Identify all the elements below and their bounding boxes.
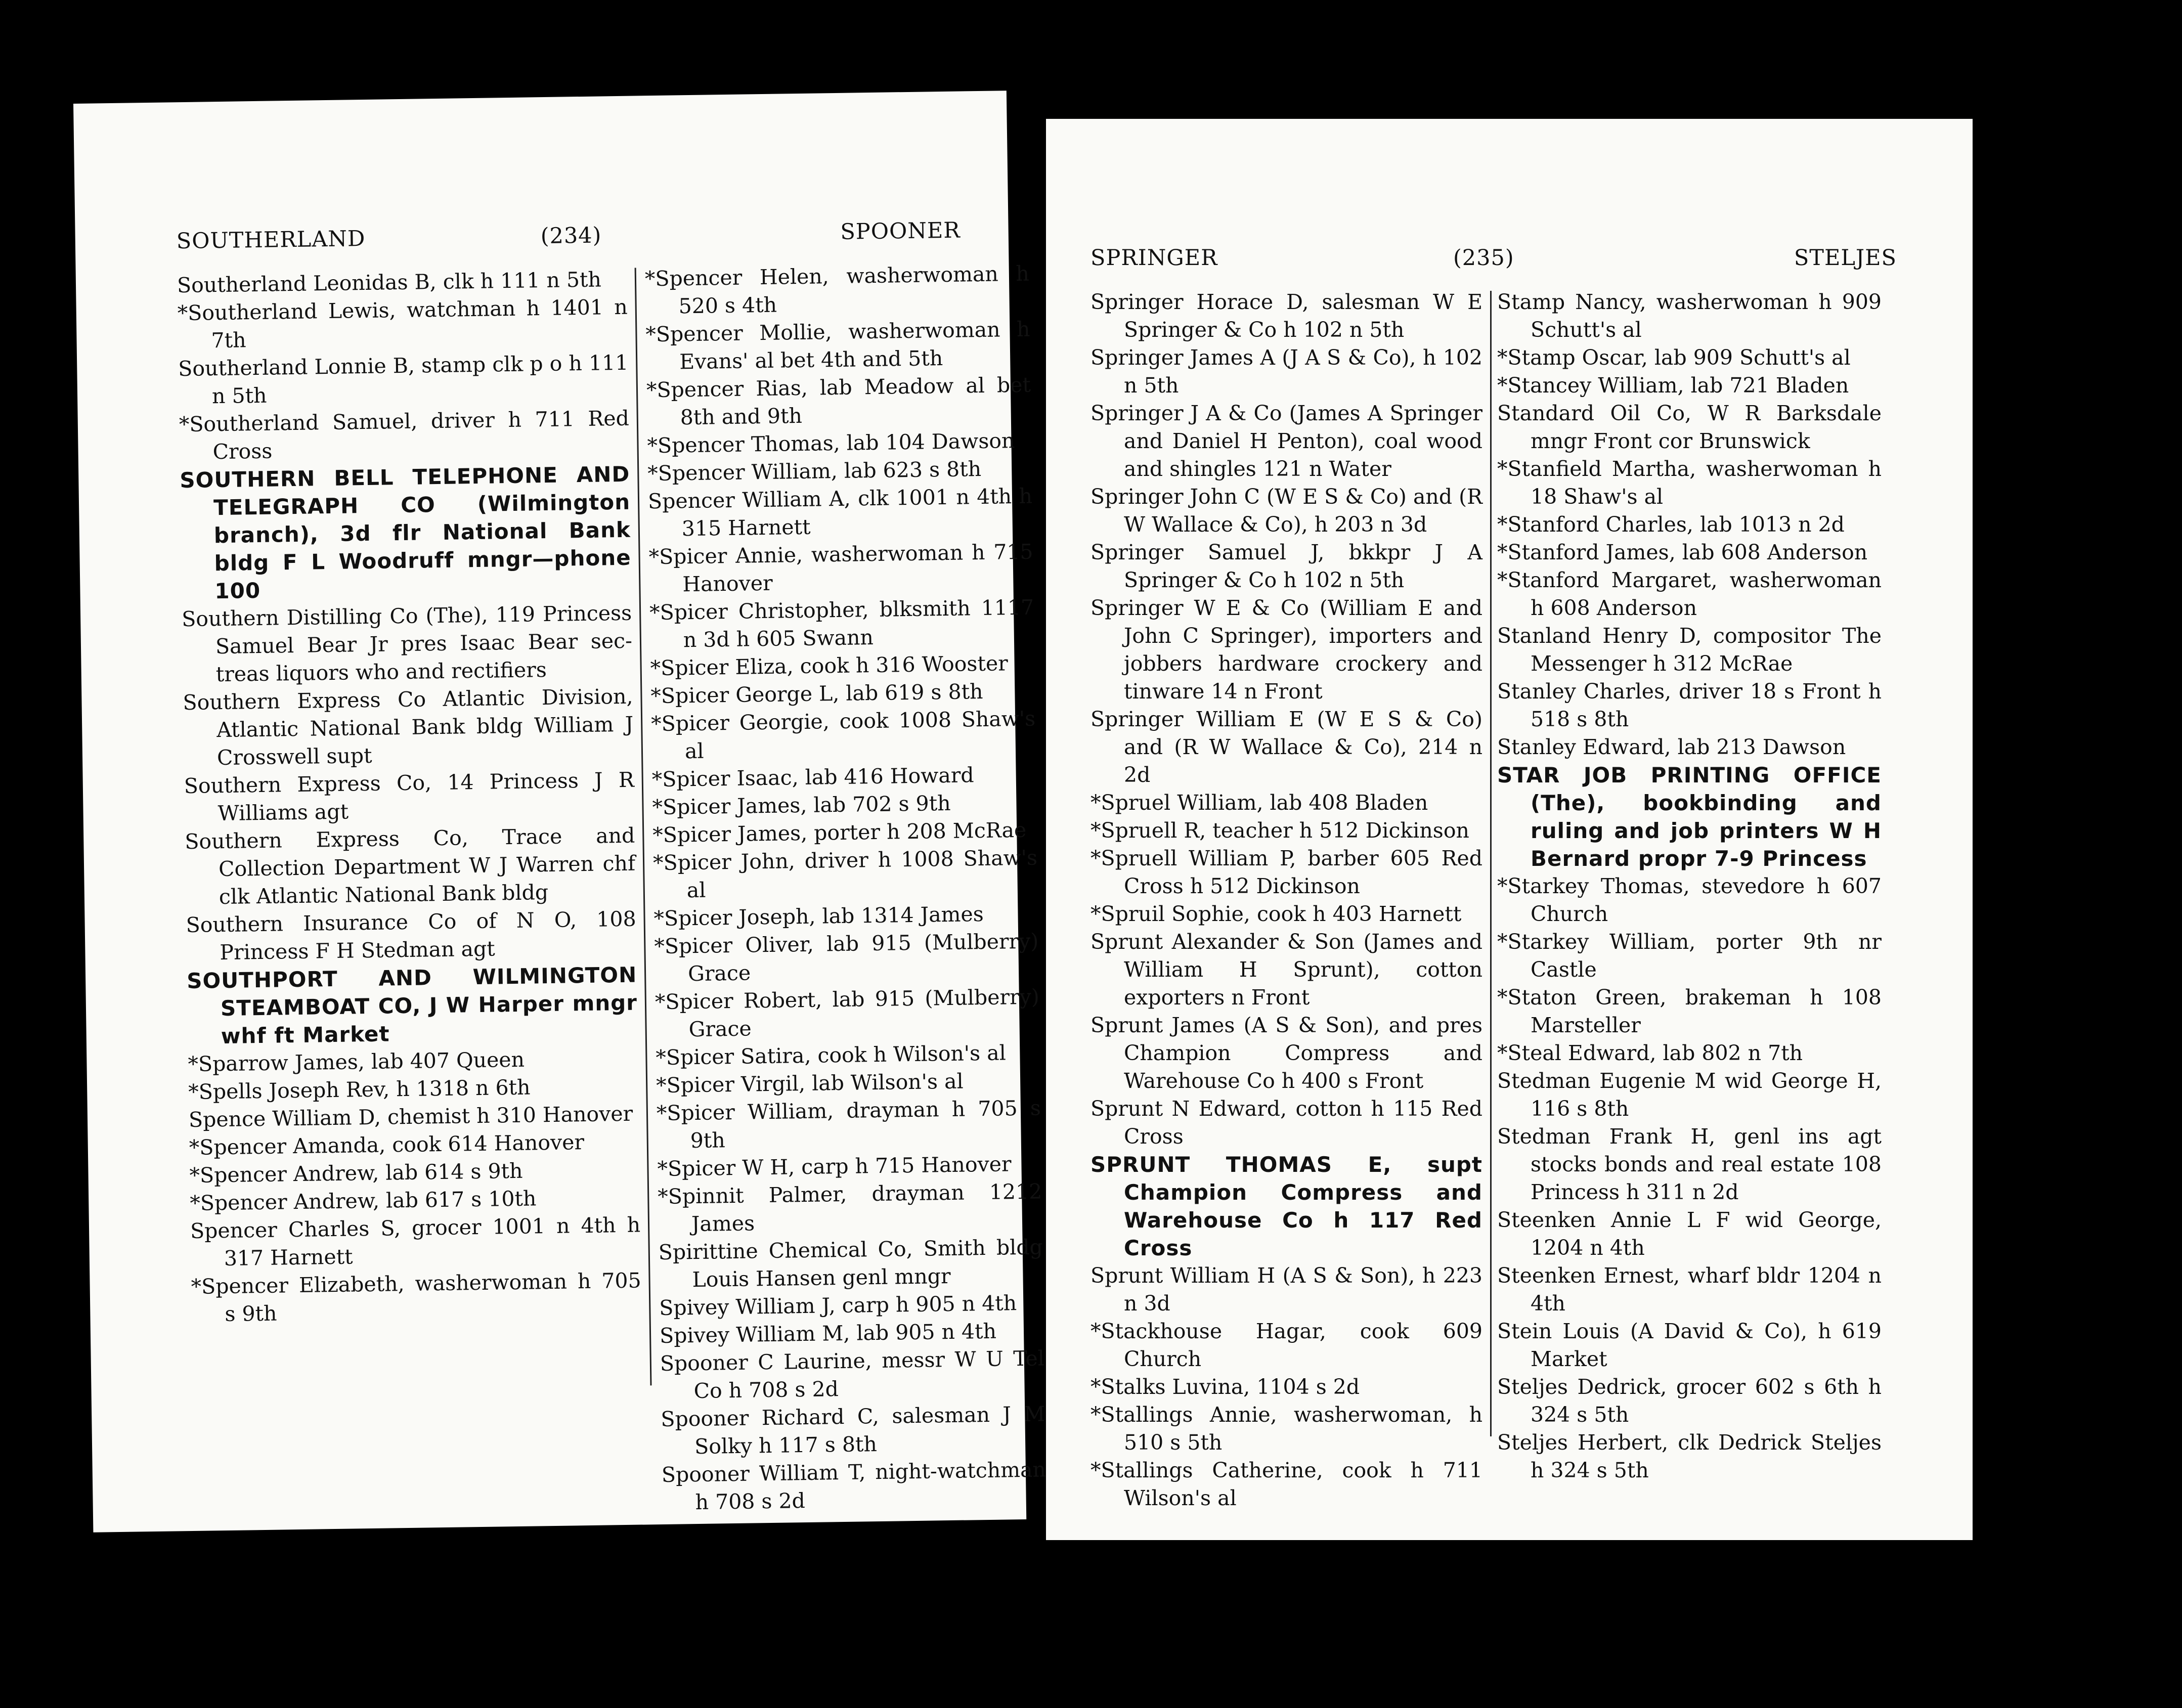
- directory-entry: *Stanford Charles, lab 1013 n 2d: [1497, 512, 1845, 537]
- directory-entry: Spence William D, chemist h 310 Hanover: [188, 1101, 633, 1132]
- header-left-word: SOUTHERLAND: [176, 226, 366, 254]
- directory-entry: Stedman Eugenie M wid George H, 116 s 8th: [1497, 1069, 1882, 1121]
- directory-entry: *Spicer Georgie, cook 1008 Shaw's al: [650, 706, 1036, 764]
- directory-column-1: [177, 266, 642, 1329]
- directory-column-1: [1090, 288, 1482, 1512]
- left-page: [73, 91, 1046, 1532]
- directory-entry: *Stanford Margaret, washerwoman h 608 Anderson: [1497, 568, 1882, 620]
- directory-entry: Spivey William M, lab 905 n 4th: [659, 1319, 997, 1348]
- directory-entry: Spooner C Laurine, messr W U Tel Co h 708 s 2d: [660, 1346, 1045, 1404]
- directory-entry: Stanland Henry D, compositor The Messenger h 312 McRae: [1497, 624, 1882, 676]
- directory-entry: STAR JOB PRINTING OFFICE (The), bookbinding and ruling and job printers W H Bernard propr 7-9 Princess: [1497, 763, 1882, 871]
- directory-entry: Sprunt Alexander & Son (James and William H Sprunt), cotton exporters n Front: [1090, 930, 1482, 1010]
- directory-entry: *Spinnit Palmer, drayman 1212 James: [657, 1179, 1042, 1237]
- directory-entry: *Spicer Eliza, cook h 316 Wooster: [650, 651, 1009, 681]
- directory-entry: Stanley Charles, driver 18 s Front h 518 s 8th: [1497, 679, 1882, 731]
- directory-entry: *Steal Edward, lab 802 n 7th: [1497, 1041, 1803, 1065]
- directory-entry: *Spencer Helen, washerwoman h 520 s 4th: [644, 261, 1030, 319]
- directory-entry: *Spruil Sophie, cook h 403 Harnett: [1090, 902, 1462, 926]
- directory-entry: Southerland Lonnie B, stamp clk p o h 111 n 5th: [178, 350, 629, 409]
- directory-entry: Steenken Ernest, wharf bldr 1204 n 4th: [1497, 1263, 1882, 1316]
- directory-entry: *Southerland Lewis, watchman h 1401 n 7th: [177, 294, 628, 353]
- directory-entry: *Spencer Elizabeth, washerwoman h 705 s 9th: [191, 1268, 641, 1327]
- directory-entry: Springer John C (W E S & Co) and (R W Wallace & Co), h 203 n 3d: [1090, 485, 1482, 537]
- directory-entry: *Stackhouse Hagar, cook 609 Church: [1090, 1319, 1482, 1371]
- directory-entry: Springer J A & Co (James A Springer and Daniel H Penton), coal wood and shingles 121 n Water: [1090, 401, 1482, 481]
- directory-column-2: [1497, 288, 1882, 1484]
- directory-entry: *Spencer Amanda, cook 614 Hanover: [189, 1130, 585, 1160]
- directory-entry: *Spicer Virgil, lab Wilson's al: [656, 1069, 964, 1098]
- directory-entry: Springer Horace D, salesman W E Springer & Co h 102 n 5th: [1090, 290, 1482, 342]
- directory-entry: Springer James A (J A S & Co), h 102 n 5th: [1090, 345, 1482, 398]
- header-right-word: STELJES: [1794, 245, 1897, 271]
- directory-entry: Stein Louis (A David & Co), h 619 Market: [1497, 1319, 1882, 1371]
- directory-entry: *Stallings Catherine, cook h 711 Wilson's al: [1090, 1458, 1482, 1510]
- directory-entry: Stanley Edward, lab 213 Dawson: [1497, 735, 1846, 759]
- directory-entry: *Stalks Luvina, 1104 s 2d: [1090, 1375, 1360, 1399]
- directory-entry: Sprunt William H (A S & Son), h 223 n 3d: [1090, 1263, 1482, 1316]
- directory-entry: *Sparrow James, lab 407 Queen: [188, 1047, 525, 1077]
- directory-entry: *Stamp Oscar, lab 909 Schutt's al: [1497, 345, 1851, 370]
- directory-entry: Spivey William J, carp h 905 n 4th: [659, 1291, 1017, 1321]
- directory-entry: Sprunt N Edward, cotton h 115 Red Cross: [1090, 1097, 1482, 1149]
- directory-entry: *Spicer Isaac, lab 416 Howard: [651, 763, 974, 792]
- directory-entry: Stedman Frank H, genl ins agt stocks bonds and real estate 108 Princess h 311 n 2d: [1497, 1124, 1882, 1204]
- directory-entry: *Spicer W H, carp h 715 Hanover: [657, 1152, 1012, 1181]
- directory-entry: Standard Oil Co, W R Barksdale mngr Front cor Brunswick: [1497, 401, 1882, 453]
- directory-entry: *Stallings Annie, washerwoman, h 510 s 5th: [1090, 1403, 1482, 1455]
- running-head: [75, 217, 1009, 260]
- running-head: [1046, 245, 1973, 276]
- directory-entry: *Spicer Robert, lab 915 (Mulberry) Grace: [654, 984, 1040, 1042]
- directory-entry: SOUTHERN BELL TELEPHONE AND TELEGRAPH CO (Wilmington branch), 3d flr National Bank bldg F L Woodruff mngr—phone 100: [180, 461, 631, 604]
- directory-entry: Springer William E (W E S & Co) and (R W Wallace & Co), 214 n 2d: [1090, 707, 1482, 787]
- directory-entry: *Spruell William P, barber 605 Red Cross h 512 Dickinson: [1090, 846, 1482, 898]
- page-number: (235): [1453, 245, 1514, 271]
- directory-entry: *Stancey William, lab 721 Bladen: [1497, 373, 1849, 398]
- directory-entry: *Spicer James, lab 702 s 9th: [652, 791, 951, 820]
- directory-entry: *Southerland Samuel, driver h 711 Red Cross: [179, 406, 630, 464]
- directory-entry: Sprunt James (A S & Son), and pres Champion Compress and Warehouse Co h 400 s Front: [1090, 1013, 1482, 1093]
- directory-entry: Southern Distilling Co (The), 119 Princess Samuel Bear Jr pres Isaac Bear sec-treas liquors who and rectifiers: [181, 600, 633, 687]
- directory-entry: *Starkey William, porter 9th nr Castle: [1497, 930, 1882, 982]
- directory-entry: *Spicer Annie, washerwoman h 715 Hanover: [648, 539, 1033, 597]
- directory-entry: Southern Express Co Atlantic Division, Atlantic National Bank bldg William J Crosswell supt: [183, 684, 634, 770]
- directory-entry: *Spicer Oliver, lab 915 (Mulberry) Grace: [654, 929, 1039, 986]
- directory-entry: *Spicer Christopher, blksmith 1117 n 3d h 605 Swann: [649, 595, 1034, 652]
- directory-entry: Southern Express Co, 14 Princess J R Williams agt: [184, 767, 635, 826]
- directory-entry: *Spencer Andrew, lab 617 s 10th: [190, 1186, 537, 1215]
- directory-entry: *Spencer Mollie, washerwoman h Evans' al bet 4th and 5th: [645, 317, 1030, 374]
- directory-entry: *Spicer James, porter h 208 McRae: [652, 817, 1027, 848]
- directory-entry: Spooner Richard C, salesman J M Solky h 117 s 8th: [661, 1402, 1045, 1459]
- directory-entry: *Spencer Thomas, lab 104 Dawson: [647, 428, 1015, 458]
- directory-entry: *Stanfield Martha, washerwoman h 18 Shaw's al: [1497, 457, 1882, 509]
- header-left-word: SPRINGER: [1090, 245, 1218, 271]
- directory-entry: SPRUNT THOMAS E, supt Champion Compress and Warehouse Co h 117 Red Cross: [1090, 1152, 1482, 1260]
- right-page: [1046, 119, 1973, 1540]
- directory-entry: Steljes Dedrick, grocer 602 s 6th h 324 s 5th: [1497, 1375, 1882, 1427]
- directory-entry: Southerland Leonidas B, clk h 111 n 5th: [177, 267, 602, 298]
- directory-column-2: [645, 260, 1046, 1517]
- directory-entry: Steljes Herbert, clk Dedrick Steljes h 324 s 5th: [1497, 1430, 1882, 1482]
- directory-entry: *Spencer Andrew, lab 614 s 9th: [189, 1158, 523, 1188]
- directory-entry: *Stanford James, lab 608 Anderson: [1497, 540, 1868, 564]
- directory-entry: *Starkey Thomas, stevedore h 607 Church: [1497, 874, 1882, 926]
- directory-entry: Spirittine Chemical Co, Smith bldg Louis Hansen genl mngr: [658, 1235, 1043, 1292]
- directory-entry: Steenken Annie L F wid George, 1204 n 4th: [1497, 1208, 1882, 1260]
- directory-entry: *Spicer John, driver h 1008 Shaw's al: [652, 845, 1038, 903]
- directory-entry: Springer W E & Co (William E and John C Springer), importers and jobbers hardware crockery and tinware 14 n Front: [1090, 596, 1482, 704]
- directory-entry: *Spicer William, drayman h 705 s 9th: [656, 1096, 1041, 1153]
- directory-entry: *Spruell R, teacher h 512 Dickinson: [1090, 818, 1469, 843]
- directory-entry: Springer Samuel J, bkkpr J A Springer & Co h 102 n 5th: [1090, 540, 1482, 592]
- directory-entry: Southern Express Co, Trace and Collection Department W J Warren chf clk Atlantic National Bank bldg: [185, 823, 636, 909]
- directory-entry: *Spicer George L, lab 619 s 8th: [650, 679, 983, 709]
- directory-entry: *Spells Joseph Rev, h 1318 n 6th: [188, 1075, 531, 1105]
- page-number: (234): [540, 223, 602, 249]
- directory-entry: Stamp Nancy, washerwoman h 909 Schutt's al: [1497, 290, 1882, 342]
- directory-entry: Spooner William T, night-watchman h 708 s 2d: [661, 1457, 1046, 1515]
- directory-entry: SOUTHPORT AND WILMINGTON STEAMBOAT CO, J W Harper mngr whf ft Market: [186, 962, 638, 1049]
- directory-entry: Spencer William A, clk 1001 n 4th h 315 Harnett: [647, 484, 1033, 541]
- directory-entry: *Spencer Rias, lab Meadow al bet 8th and 9th: [646, 372, 1031, 430]
- directory-entry: Spencer Charles S, grocer 1001 n 4th h 317 Harnett: [190, 1212, 641, 1271]
- column-divider: [1490, 291, 1492, 1436]
- header-right-word: SPOONER: [840, 217, 961, 245]
- directory-entry: *Staton Green, brakeman h 108 Marsteller: [1497, 985, 1882, 1037]
- directory-entry: *Spruel William, lab 408 Bladen: [1090, 791, 1428, 815]
- directory-entry: *Spicer Satira, cook h Wilson's al: [656, 1040, 1007, 1070]
- directory-entry: Southern Insurance Co of N O, 108 Princess F H Stedman agt: [186, 906, 636, 965]
- directory-entry: *Spicer Joseph, lab 1314 James: [653, 902, 984, 931]
- directory-entry: *Spencer William, lab 623 s 8th: [647, 457, 982, 486]
